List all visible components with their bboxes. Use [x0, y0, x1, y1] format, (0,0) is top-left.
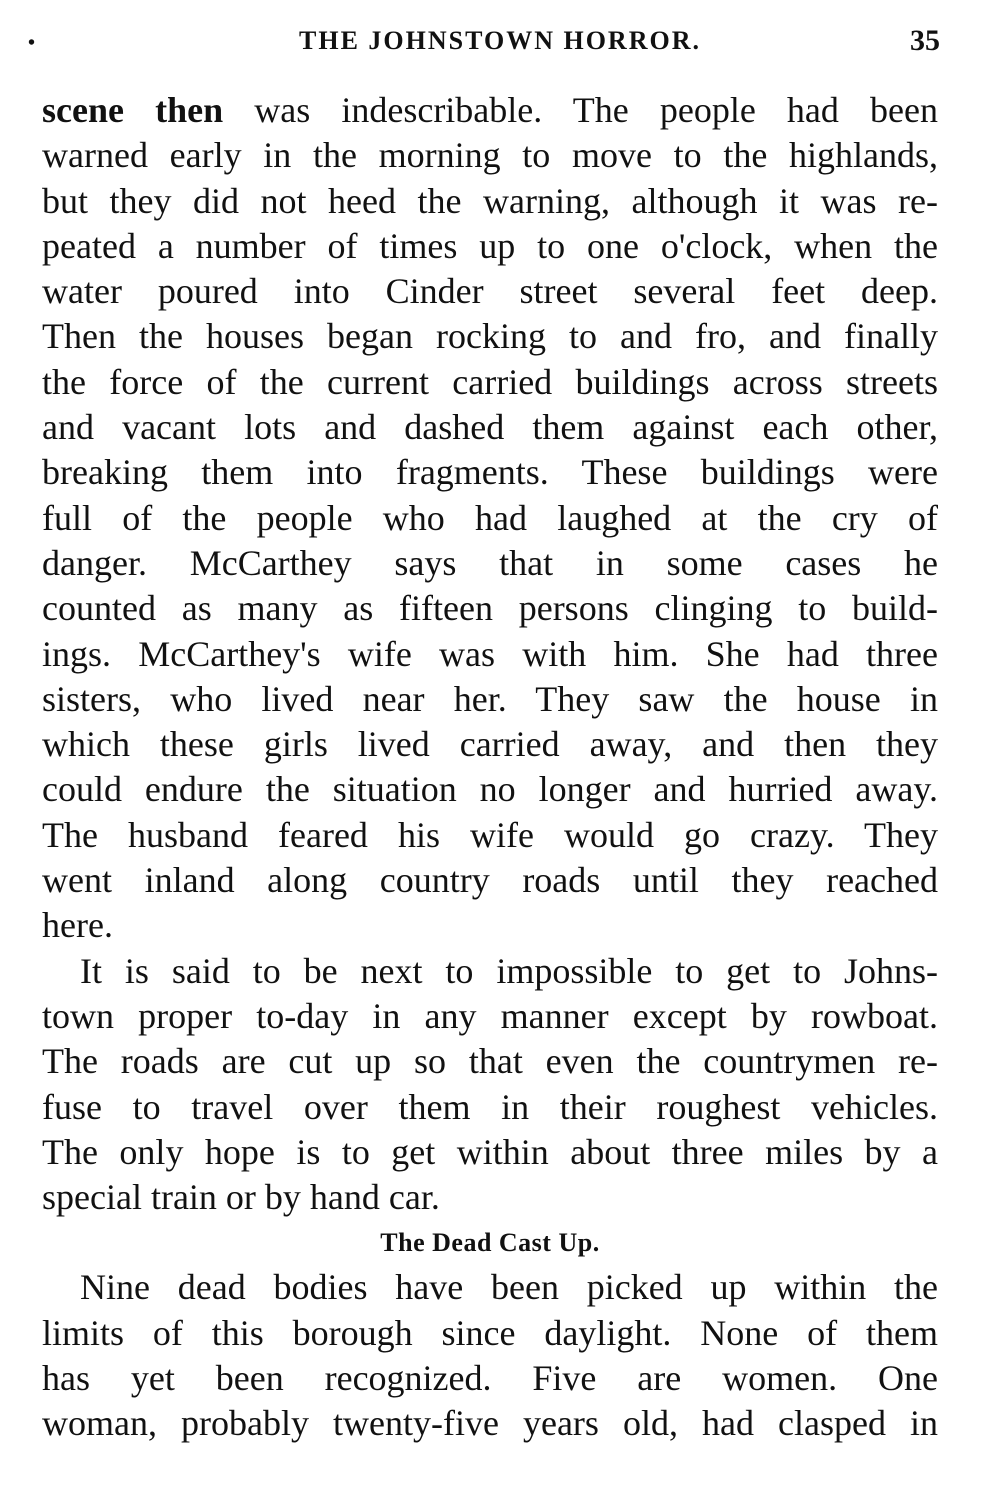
text-line: town proper to-day in any manner except by rowboat. [42, 995, 938, 1036]
bullet-mark: • [28, 32, 36, 54]
text-line: Nine dead bodies have been picked up within the [80, 1267, 938, 1308]
text-line: went inland along country roads until they reached [42, 860, 938, 901]
text-line: peated a number of times up to one o'clock, when the [42, 225, 938, 266]
text-line: counted as many as fifteen persons clinging to build- [42, 588, 938, 629]
bold-lead-in: scene then [42, 90, 224, 130]
text-line [42, 88, 938, 133]
section-heading: The Dead Cast Up. [380, 1228, 600, 1258]
text-line: limits of this borough since daylight. None of them [42, 1312, 938, 1353]
page-number: 35 [910, 24, 940, 57]
text-line: danger. McCarthey says that in some cases he [42, 542, 938, 583]
text-line: The only hope is to get within about three miles by a [42, 1131, 938, 1172]
text-line: warned early in the morning to move to the highlands, [42, 135, 938, 176]
text-line: which these girls lived carried away, and then they [42, 724, 938, 765]
text-line: breaking them into fragments. These buildings were [42, 452, 938, 493]
text-line: Then the houses began rocking to and fro, and finally [42, 316, 938, 357]
paragraph-3 [42, 1265, 938, 1446]
running-head [0, 22, 1000, 62]
text-line: has yet been recognized. Five are women. One [42, 1358, 938, 1399]
text-line-rest: was indescribable. The people had been [223, 90, 938, 130]
text-line: woman, probably twenty-five years old, had clasped in [42, 1403, 938, 1444]
text-line: full of the people who had laughed at the cry of [42, 497, 938, 538]
text-line: the force of the current carried buildings across streets [42, 361, 938, 402]
text-line: The roads are cut up so that even the countrymen re- [42, 1041, 938, 1082]
text-line: water poured into Cinder street several feet deep. [42, 271, 938, 312]
text-line: special train or by hand car. [42, 1177, 440, 1218]
paragraph-2 [42, 949, 938, 1221]
text-line: The husband feared his wife would go crazy. They [42, 814, 938, 855]
body-text [42, 88, 938, 1447]
text-line: but they did not heed the warning, although it was re- [42, 180, 938, 221]
text-line: and vacant lots and dashed them against each other, [42, 407, 938, 448]
paragraph-1 [42, 88, 938, 949]
text-line: ings. McCarthey's wife was with him. She had three [42, 633, 938, 674]
text-line: could endure the situation no longer and hurried away. [42, 769, 938, 810]
text-line: It is said to be next to impossible to get to Johns- [80, 950, 938, 991]
text-line: here. [42, 905, 113, 946]
running-head-title: THE JOHNSTOWN HORROR. [299, 26, 701, 55]
text-line: sisters, who lived near her. They saw the house in [42, 678, 938, 719]
text-line: fuse to travel over them in their roughest vehicles. [42, 1086, 938, 1127]
